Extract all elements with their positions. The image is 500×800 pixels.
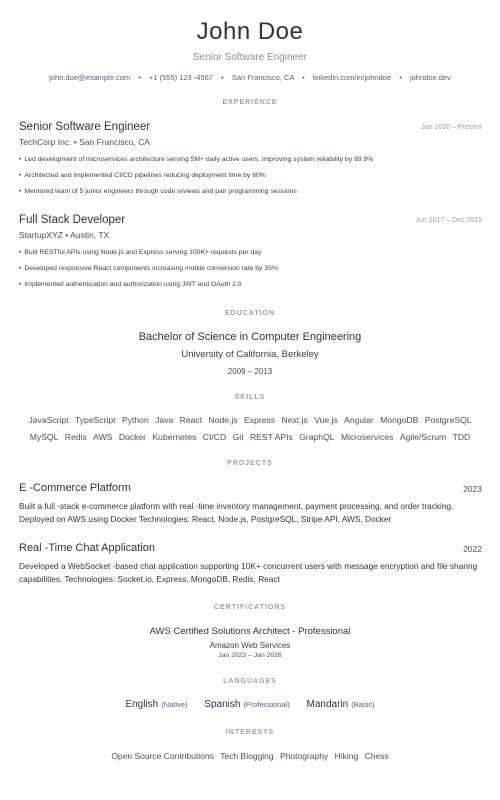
education-dates: 2009 – 2013 xyxy=(227,367,273,376)
skill-tag: Docker xyxy=(118,432,147,442)
skill-tag: Git xyxy=(232,432,244,442)
website-link[interactable]: johndoe.dev xyxy=(409,73,451,82)
project-description: Developed a WebSocket -based chat application supporting 10K+ concurrent users with message encryption and file sharing capabilities. Technologies: Socket.io, Express, MongoDB, Redis, React xyxy=(19,561,478,584)
skill-tag: REST APIs xyxy=(249,432,293,442)
skill-tag: Java xyxy=(155,415,174,425)
skill-tag: Express xyxy=(244,415,276,425)
contact-separator: • xyxy=(138,73,141,82)
skill-tag: AWS xyxy=(93,432,113,442)
location-text: San Francisco, CA xyxy=(231,73,294,82)
skill-tag: Vue.js xyxy=(314,415,338,425)
list-item: • Led development of microservices architecture serving 5M+ daily active users, improving system reliability by 99.9% xyxy=(19,156,374,163)
contact-separator: • xyxy=(399,73,402,82)
education-school: University of California, Berkeley xyxy=(181,349,319,360)
contact-separator: • xyxy=(302,73,305,82)
skill-tag: TypeScript xyxy=(74,415,116,425)
phone-text: +1 (555) 123 -4567 xyxy=(148,73,213,82)
contact-line xyxy=(0,73,500,82)
skill-tag: CI/CD xyxy=(202,432,227,442)
job-bullets xyxy=(19,245,482,293)
certification-issuer: Amazon Web Services xyxy=(209,641,291,650)
section-title-interests: INTERESTS xyxy=(225,729,275,736)
section-title-certifications: CERTIFICATIONS xyxy=(213,604,287,611)
list-item: • Mentored team of 5 junior engineers through code reviews and pair programming sessions xyxy=(19,188,297,195)
skill-tag: Node.js xyxy=(208,415,238,425)
skill-tag: PostgreSQL xyxy=(424,415,472,425)
job-title: Senior Software Engineer xyxy=(19,121,151,133)
experience-entry xyxy=(19,214,482,293)
skill-tag: Microservices xyxy=(340,432,394,442)
job-dates: Jan 2020 – Present xyxy=(421,124,482,131)
project-entry xyxy=(19,542,482,586)
experience-entry xyxy=(19,121,482,200)
education-degree: Bachelor of Science in Computer Engineering xyxy=(138,331,362,343)
interests-list xyxy=(0,751,500,761)
interest-item: Hiking xyxy=(334,751,359,761)
skill-tag: MongoDB xyxy=(380,415,419,425)
certification-name: AWS Certified Solutions Architect - Professional xyxy=(149,626,351,637)
project-name: E -Commerce Platform xyxy=(19,482,131,494)
job-bullets xyxy=(19,152,482,200)
skill-tag: JavaScript xyxy=(28,415,69,425)
language-item: Mandarin (Basic) xyxy=(306,699,375,710)
interest-item: Photography xyxy=(280,751,329,761)
language-item: English (Native) xyxy=(125,699,188,710)
languages-list xyxy=(0,699,500,710)
skill-tag: MySQL xyxy=(29,432,59,442)
interest-item: Chess xyxy=(364,751,389,761)
candidate-headline: Senior Software Engineer xyxy=(193,52,307,63)
skill-tag: TDD xyxy=(452,432,471,442)
list-item: • Architected and implemented CI/CD pipelines reducing deployment time by 60% xyxy=(19,172,266,179)
section-title-education: EDUCATION xyxy=(224,310,276,317)
job-company: TechCorp Inc. • San Francisco, CA xyxy=(19,137,150,147)
section-title-languages: LANGUAGES xyxy=(223,678,277,685)
skill-tag: Agile/Scrum xyxy=(399,432,447,442)
project-year: 2022 xyxy=(463,544,482,554)
job-dates: Jun 2017 – Dec 2019 xyxy=(415,217,482,224)
skill-tag: Next.js xyxy=(281,415,308,425)
interest-item: Tech Blogging xyxy=(220,751,274,761)
list-item: • Built RESTful APIs using Node.js and Express serving 100K+ requests per day xyxy=(19,249,262,256)
skill-tag: Kubernetes xyxy=(152,432,197,442)
job-title: Full Stack Developer xyxy=(19,214,126,226)
project-year: 2023 xyxy=(463,484,482,494)
list-item: • Developed responsive React components increasing mobile conversion rate by 35% xyxy=(19,265,278,272)
skill-tag: React xyxy=(179,415,203,425)
certification-dates: Jan 2023 – Jan 2026 xyxy=(218,652,282,659)
section-title-experience: EXPERIENCE xyxy=(222,99,278,106)
project-description: Built a full -stack e-commerce platform with real -time inventory management, payment processing, and order tracking. Deployed on AWS using Docker Technologies: React, Node.js, PostgreSQL, Stripe API, AWS, Docker xyxy=(19,501,454,524)
skills-row xyxy=(0,432,500,442)
list-item: • Implemented authentication and authorization using JWT and OAuth 2.0 xyxy=(19,281,242,288)
skills-row xyxy=(0,415,500,425)
job-company: StartupXYZ • Austin, TX xyxy=(19,230,110,240)
language-item: Spanish (Professional) xyxy=(204,699,290,710)
section-title-skills: SKILLS xyxy=(234,394,266,401)
email-link[interactable]: john.doe@example.com xyxy=(49,73,131,82)
skill-tag: Redis xyxy=(64,432,87,442)
interest-item: Open Source Contributions xyxy=(111,751,214,761)
section-title-projects: PROJECTS xyxy=(227,460,273,467)
project-entry xyxy=(19,482,482,526)
contact-separator: • xyxy=(221,73,224,82)
candidate-name: John Doe xyxy=(196,18,304,45)
skill-tag: Angular xyxy=(344,415,374,425)
project-name: Real -Time Chat Application xyxy=(19,542,155,554)
linkedin-link[interactable]: linkedin.com/in/johndoe xyxy=(312,73,392,82)
skill-tag: GraphQL xyxy=(299,432,335,442)
skill-tag: Python xyxy=(121,415,149,425)
